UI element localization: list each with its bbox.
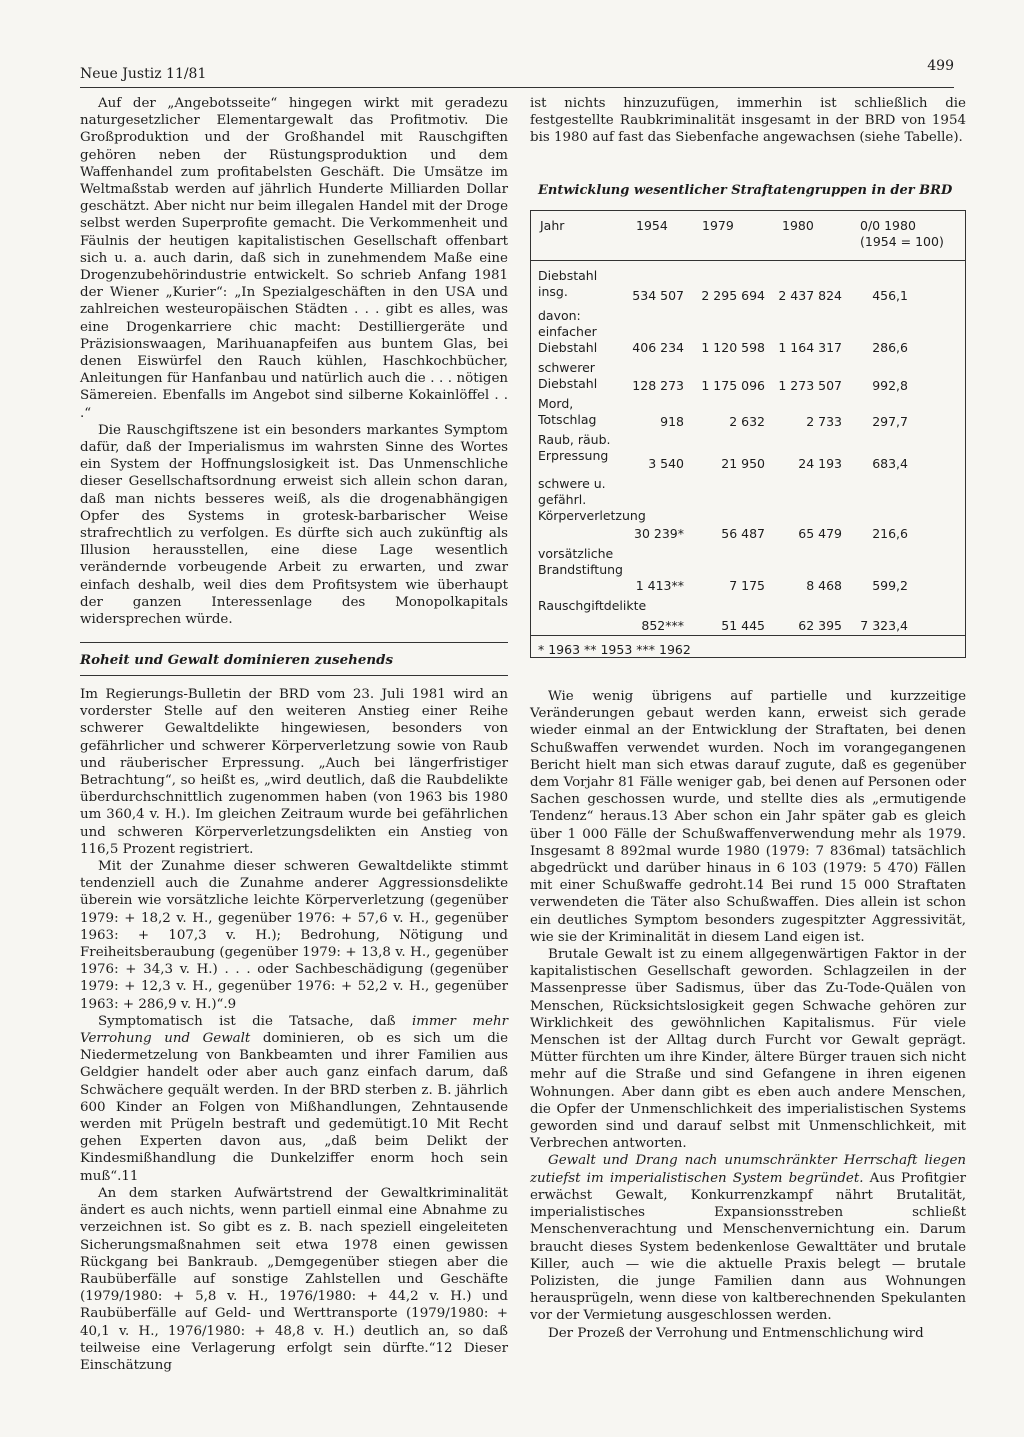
paragraph: Auf der „Angebotsseite“ hingegen wirkt mit geradezu naturgesetzlicher Elementargewalt das Profitmotiv. Die Großproduktion und der Großhandel mit Rauschgiften gehören neben der Rüstungsproduktion und dem Waffenhandel zum profitabelsten Geschäft. Die Umsätze im Weltmaßstab werden auf jährlich Hunderte Milliarden Dollar geschätzt. Aber nicht nur beim illegalen Handel mit der Droge selbst werden Superprofite gemacht. Die Verkommenheit und Fäulnis der heutigen kapitalistischen Gesellschaft offenbart sich u. a. auch darin, daß sich in zunehmendem Maße eine Drogenzubehörindustrie entwickelt. So schrieb Anfang 1981 der Wiener „Kurier“: „In Spezialgeschäften in den USA und zahlreichen westeuropäischen Städten . . . gibt es alles, was eine Drogenkarriere chic macht: Destilliergeräte und Präzisionswaagen, Marihuanapfeifen aus buntem Glas, bei denen Eiswürfel den Rauch kühlen, Haschkochbücher, Anleitungen für Hanfanbau und natürlich auch die . . . nötigen Sämereien. Ebenfalls im Angebot sind silberne Kokainlöffel . . .“ — [80, 96, 508, 421]
paragraph: Wie wenig übrigens auf partielle und kurzzeitige Veränderungen gebaut werden kann, erweist sich gerade wieder einmal an der Entwicklung der Straftaten, bei denen Schußwaffen verwendet wurden. Noch im vorangegangenen Bericht hielt man sich etwas darauf zugute, daß es gegenüber dem Vorjahr 81 Fälle weniger gab, bei denen auf Personen oder Sachen geschossen wurde, und stellte dies als „ermutigende Tendenz“ heraus.13 Aber schon ein Jahr später gab es gleich über 1 000 Fälle der Schußwaffenverwendung mehr als 1979. Insgesamt 8 892mal wurde 1980 (1979: 7 836mal) tatsächlich abgedrückt und darüber hinaus in 6 103 (1979: 5 470) Fällen mit einer Schußwaffe gedroht.14 Bei rund 15 000 Straftaten verwendeten die Täter also Schußwaffen. Dies allein ist schon ein deutliches Symptom besonders zugespitzter Aggressivität, wie sie der Kriminalität in diesem Land eigen ist. — [530, 689, 966, 945]
table-row — [530, 546, 966, 594]
header-cell: 1979 — [702, 218, 734, 233]
row-label: schwere u. gefährl. Körperverletzung — [538, 476, 646, 523]
cell-v1954: 852*** — [641, 618, 684, 633]
paragraph: Der Prozeß der Verrohung und Entmenschlichung wird — [548, 1325, 924, 1341]
table-footnote: * 1963 ** 1953 *** 1962 — [538, 642, 691, 657]
header-cell: Jahr — [540, 218, 565, 233]
table-rule — [530, 260, 966, 261]
cell-v1954: 128 273 — [632, 378, 684, 393]
cell-v1979: 1 175 096 — [701, 378, 765, 393]
header-cell: 1980 — [782, 218, 814, 233]
cell-v1980: 2 733 — [806, 414, 842, 429]
cell-v1979: 7 175 — [729, 578, 765, 593]
cell-v1954: 30 239* — [634, 526, 684, 541]
header-cell: 0/0 1980 — [860, 218, 916, 233]
row-label: Diebstahl insg. — [538, 268, 598, 299]
cell-v1980: 65 479 — [798, 526, 842, 541]
page-number: 499 — [927, 58, 954, 74]
journal-issue: Neue Justiz 11/81 — [80, 66, 207, 82]
paragraph: Brutale Gewalt ist zu einem allgegenwärtigen Faktor in der kapitalistischen Gesellschaft geworden. Schlagzeilen in der Massenpresse über Sadismus, über das Zu-Tode-Quälen von Menschen, Rücksichtslosigkeit gegen Schwache gehören zur Wirklichkeit des gewöhnlichen Kapitalismus. Für viele Menschen ist der Alltag durch Furcht vor Gewalt geprägt. Mütter fürchten um ihre Kinder, ältere Bürger trauen sich nicht mehr auf die Straße und sind Gefangene in ihren eigenen Wohnungen. Aber dann gibt es eben auch andere Menschen, die Opfer der Unmenschlichkeit des imperialistischen Systems geworden sind und darauf selbst mit Unmenschlichkeit, mit Verbrechen antworten. — [530, 947, 966, 1152]
table-row — [530, 396, 966, 430]
cell-v1979: 56 487 — [721, 526, 765, 541]
cell-pct: 599,2 — [872, 578, 908, 593]
emphasis: Gewalt und Drang nach unumschränkter Herrschaft liegen zutiefst im imperialistischen System begründet. — [530, 1153, 966, 1186]
cell-v1979: 51 445 — [721, 618, 765, 633]
table-row — [530, 432, 966, 472]
cell-v1979: 21 950 — [721, 456, 765, 471]
right-column-bottom — [530, 688, 966, 1342]
table-row — [530, 476, 966, 542]
row-label: Rauschgiftdelikte — [538, 598, 647, 613]
table-row — [530, 360, 966, 394]
table-caption: Entwicklung wesentlicher Straftatengruppen in der BRD — [538, 183, 953, 198]
table-row — [530, 268, 966, 304]
cell-v1979: 2 632 — [729, 414, 765, 429]
table-row — [530, 308, 966, 356]
row-label: vorsätzliche Brandstiftung — [538, 546, 623, 577]
cell-v1980: 1 164 317 — [778, 340, 842, 355]
table-rule — [530, 210, 966, 211]
page-header — [80, 58, 954, 86]
row-label: Mord, Totschlag — [538, 396, 597, 427]
cell-pct: 683,4 — [872, 456, 908, 471]
emphasis: immer mehr Verrohung und Gewalt — [80, 1013, 508, 1047]
table-row — [530, 598, 966, 634]
row-label: davon: einfacher Diebstahl — [538, 308, 598, 355]
paragraph: Die Rauschgiftszene ist ein besonders markantes Symptom dafür, daß der Imperialismus im wahrsten Sinne des Wortes ein System der Hoffnungslosigkeit ist. Das Unmenschliche dieser Gesellschaftsordnung erweist sich allein schon daran, daß man nichts besseres weiß, als die drogenabhängigen Opfer des Systems in grotesk-barbarischer Weise strafrechtlich zu verfolgen. Es dürfte sich auch zukünftig als Illusion herausstellen, eine diese Lage wesentlich verändernde vorbeugende Arbeit zu erwarten, und zwar einfach deshalb, weil dies dem Profitsystem wie überhaupt der ganzen Interessenlage des Monopolkapitals widersprechen würde. — [80, 422, 508, 628]
cell-v1954: 3 540 — [648, 456, 684, 471]
section-heading: Roheit und Gewalt dominieren zusehends — [80, 652, 393, 668]
row-label: Raub, räub. Erpressung — [538, 432, 611, 463]
cell-v1980: 1 273 507 — [778, 378, 842, 393]
header-rule — [80, 87, 954, 88]
left-column-top — [80, 95, 508, 628]
cell-v1979: 1 120 598 — [701, 340, 765, 355]
paragraph: Mit der Zunahme dieser schweren Gewaltdelikte stimmt tendenziell auch die Zunahme anderer Aggressionsdelikte überein wie vorsätzliche leichte Körperverletzung (gegenüber 1979: + 18,2 v. H., gegenüber 1976: + 57,6 v. H., gegenüber 1963: + 107,3 v. H.); Bedrohung, Nötigung und Freiheitsberaubung (gegenüber 1979: + 13,8 v. H., gegenüber 1976: + 34,3 v. H.) . . . oder Sachbeschädigung (gegenüber 1979: + 12,3 v. H., gegenüber 1976: + 52,2 v. H., gegenüber 1963: + 286,9 v. H.)“.9 — [80, 859, 508, 1012]
cell-v1954: 406 234 — [632, 340, 684, 355]
paragraph: ist nichts hinzuzufügen, immerhin ist schließlich die festgestellte Raubkriminalität insgesamt in der BRD von 1954 bis 1980 auf fast das Siebenfache angewachsen (siehe Tabelle). — [530, 96, 966, 146]
right-column-top — [530, 95, 966, 147]
cell-v1980: 62 395 — [798, 618, 842, 633]
paragraph: An dem starken Aufwärtstrend der Gewaltkriminalität ändert es auch nichts, wenn partiell einmal eine Abnahme zu verzeichnen ist. So gibt es z. B. nach speziell eingeleiteten Sicherungsmaßnahmen seit etwa 1978 einen gewissen Rückgang bei Bankraub. „Demgegenüber stiegen aber die Raubüberfälle auf sonstige Zahlstellen und Geschäfte (1979/1980: + 5,8 v. H., 1976/1980: + 44,2 v. H.) und Raubüberfälle auf Geld- und Werttransporte (1979/1980: + 40,1 v. H., 1976/1980: + 48,8 v. H.) deutlich an, so daß teilweise eine Verlagerung erfolgt sein dürfte.“12 Dieser Einschätzung — [80, 1185, 508, 1373]
section-rule-top — [80, 642, 508, 643]
left-column-bottom — [80, 686, 508, 1374]
paragraph: Symptomatisch ist die Tatsache, daß immer mehr Verrohung und Gewalt dominieren, ob es sich um die Niedermetzelung von Bankbeamten und ihrer Familien aus Geldgier handelt oder aber auch ganz einfach darum, daß Schwächere gequält werden. In der BRD sterben z. B. jährlich 600 Kinder an Folgen von Mißhandlungen, Zehntausende werden mit Prügeln bestraft und gedemütigt.10 Mit Recht gehen Experten davon aus, „daß beim Delikt der Kindesmißhandlung die Dunkelziffer enorm hoch sein muß“.11 — [80, 1013, 508, 1184]
cell-pct: 286,6 — [872, 340, 908, 355]
cell-pct: 297,7 — [872, 414, 908, 429]
section-rule-bottom — [80, 675, 508, 676]
header-cell: (1954 = 100) — [860, 234, 944, 249]
cell-pct: 216,6 — [872, 526, 908, 541]
row-label: schwerer Diebstahl — [538, 360, 598, 391]
cell-v1954: 918 — [660, 414, 684, 429]
table-rule — [530, 635, 966, 636]
statistics-table — [530, 210, 966, 658]
cell-pct: 992,8 — [872, 378, 908, 393]
cell-v1980: 24 193 — [798, 456, 842, 471]
cell-v1954: 534 507 — [632, 288, 684, 303]
cell-v1979: 2 295 694 — [701, 288, 765, 303]
header-cell: 1954 — [636, 218, 668, 233]
cell-pct: 456,1 — [872, 288, 908, 303]
paragraph: Im Regierungs-Bulletin der BRD vom 23. Juli 1981 wird an vorderster Stelle auf den weiteren Anstieg einer Reihe schwerer Gewaltdelikte hingewiesen, besonders von gefährlicher und schwerer Körperverletzung sowie von Raub und räuberischer Erpressung. „Auch bei längerfristiger Betrachtung“, so heißt es, „wird deutlich, daß die Raubdelikte überdurchschnittlich zugenommen haben (von 1963 bis 1980 um 360,4 v. H.). Im gleichen Zeitraum wurde bei gefährlichen und schweren Körperverletzungsdelikten ein Anstieg von 116,5 Prozent registriert. — [80, 687, 508, 857]
cell-pct: 7 323,4 — [860, 618, 908, 633]
cell-v1980: 2 437 824 — [778, 288, 842, 303]
cell-v1980: 8 468 — [806, 578, 842, 593]
paragraph: Gewalt und Drang nach unumschränkter Herrschaft liegen zutiefst im imperialistischen System begründet. Aus Profitgier erwächst Gewalt, Konkurrenzkampf nährt Brutalität, imperialistisches Expansionsstreben schließt Menschenverachtung und Menschenvernichtung ein. Darum braucht dieses System bedenkenlose Gewalttäter und brutale Killer, auch — wie die aktuelle Praxis belegt — brutale Polizisten, die junge Familien dann aus Wohnungen herausprügeln, wenn diese von kaltberechnenden Spekulanten vor der Vermietung ausgeschlossen werden. — [530, 1153, 966, 1324]
cell-v1954: 1 413** — [635, 578, 684, 593]
